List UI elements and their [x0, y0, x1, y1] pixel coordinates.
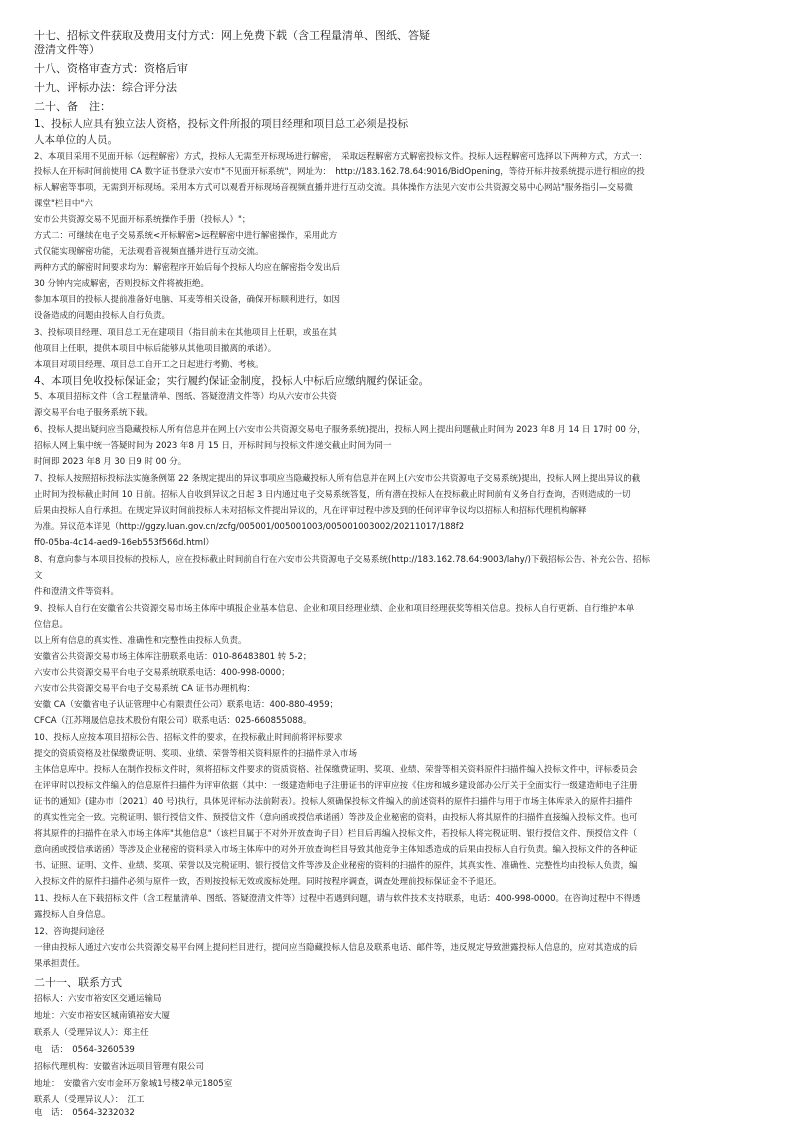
agency-address: 地址： 安徽省六安市金环万象城1号楼2单元1805室 — [34, 1079, 233, 1089]
note-2-line-6: 方式二：可继续在电子交易系统<开标解密>远程解密中进行解密操作，采用此方 — [34, 231, 338, 241]
note-1-line-2: 人本单位的人员。 — [34, 134, 118, 146]
note-8-line-1: 8、有意向参与本项目投标的投标人，应在投标截止时间前自行在六安市公共资源电子交易系统(http://183.162.78.64:9003/lahy/)下载招标公告、补充公告、招标 — [34, 555, 650, 565]
note-10-line-1: 10、投标人应按本项目招标公告、招标文件的要求，在投标截止时间前将评标要求 — [34, 733, 343, 743]
note-2-line-8: 两种方式的解密时间要求均为：解密程序开始后每个投标人均应在解密指令发出后 — [34, 263, 341, 273]
note-5-line-2: 源交易平台电子服务系统下载。 — [34, 408, 154, 418]
note-8-line-2: 文 — [34, 571, 43, 581]
note-4: 4、本项目免收投标保证金；实行履约保证金制度，投标人中标后应缴纳履约保证金。 — [34, 375, 430, 387]
note-9-line-1: 9、投标人自行在安徽省公共资源交易市场主体库中填报企业基本信息、企业和项目经理业绩、企业和项目经理获奖等相关信息。投标人自行更新、自行维护本单 — [34, 604, 635, 614]
note-2-line-7: 式仅能实现解密功能，无法观看音视频直播并进行互动交流。 — [34, 247, 264, 257]
note-11-line-1: 11、投标人在下载招标文件（含工程量清单、图纸、答疑澄清文件等）过程中若遇到问题，请与软件技术支持联系，电话：400-998-0000。在咨询过程中不得透 — [34, 894, 641, 904]
note-6-line-3: 时间即 2023 年8 月 30 日9 时 00 分。 — [34, 457, 187, 467]
note-9-line-4: 安徽省公共资源交易市场主体库注册联系电话：010-86483801 转 5-2； — [34, 652, 312, 662]
note-9-line-3: 以上所有信息的真实性、准确性和完整性由投标人负责。 — [34, 636, 247, 646]
note-12-line-1: 一律由投标人通过六安市公共资源交易平台网上提问栏目进行，提问应当隐藏投标人信息及联系电话、邮件等，违反规定导致泄露投标人信息的，应对其造成的后 — [34, 943, 638, 953]
note-10-line-10: 入投标文件的原件扫描件必须与原件一致，否则按投标无效或废标处理。同时按程序调查，调查处理前投标保证金不予退还。 — [34, 877, 502, 887]
note-9-line-5: 六安市公共资源交易平台电子交易系统联系电话：400-998-0000； — [34, 668, 290, 678]
note-2-line-1: 2、本项目采用不见面开标（远程解密）方式，投标人无需至开标现场进行解密， 采取远程解密方式解密投标文件。投标人远程解密可选择以下两种方式，方式一： — [34, 152, 648, 162]
section-17-heading: 十七、招标文件获取及费用支付方式：网上免费下载（含工程量清单、图纸、答疑 — [34, 29, 430, 42]
section-20-heading: 二十、备 注： — [34, 100, 111, 113]
tenderer-contact: 联系人（受理异议人）：郑主任 — [34, 1028, 149, 1038]
note-12-heading: 12、咨询提问途径 — [34, 927, 105, 937]
section-18-heading: 十八、资格审查方式：资格后审 — [34, 62, 188, 75]
note-10-line-7: 将其原件的扫描件在录入市场主体库"其他信息"（该栏目属于不对外开放查询子目）栏目后再编入投标文件，若投标人将完税证明、银行授信文件、预授信文件（ — [34, 829, 637, 839]
note-7-line-5: ff0-05ba-4c14-aed9-16eb553f566d.html） — [34, 538, 214, 548]
note-10-line-5: 证书的通知》(建办市〔2021〕40 号)执行，具体见评标办法前附表）。投标人须确保投标文件编入的前述资料的原件扫描件与用于市场主体库录入的原件扫描件 — [34, 797, 633, 807]
note-3-line-3: 本项目对项目经理、项目总工自开工之日起进行考勤、考核。 — [34, 360, 264, 370]
tenderer-address: 地址：六安市裕安区城南镇裕安大厦 — [34, 1011, 171, 1021]
note-3-line-2: 他项目上任职，提供本项目中标后能够从其他项目撤离的承诺）。 — [34, 344, 277, 354]
note-7-line-4: 为准。异议范本详见（http://ggzy.luan.gov.cn/zcfg/005001/005001003/005001003002/20211017/188f2 — [34, 522, 465, 532]
note-9-line-8: CFCA（江苏翔晟信息技术股份有限公司）联系电话：025-660855088。 — [34, 716, 312, 726]
tenderer-name: 招标人：六安市裕安区交通运输局 — [34, 994, 162, 1004]
note-2-line-2: 投标人在开标时间前使用 CA 数字证书登录六安市"不见面开标系统"，网址为： http://183.162.78.64:9016/BidOpening，等待开标并按系统提示进行相应的投 — [34, 167, 645, 177]
note-3-line-1: 3、投标项目经理、项目总工无在建项目（指目前未在其他项目上任职，或虽在其 — [34, 328, 337, 338]
note-12-line-2: 果承担责任。 — [34, 959, 86, 969]
tenderer-phone: 电 话： 0564-3260539 — [34, 1045, 135, 1055]
section-17-continued: 澄清文件等） — [34, 43, 100, 56]
note-10-line-9: 书、证照、证明、文件、业绩、奖项、荣誉以及完税证明、银行授信文件等涉及企业秘密的资料的扫描件的原件，其真实性、准确性、完整性均由投标人负责，编 — [34, 861, 638, 871]
note-7-line-3: 后果由投标人自行承担。在规定异议时间前投标人未对招标文件提出异议的，凡在评审过程中涉及到的任何评审争议均以招标人和招标代理机构解释 — [34, 506, 587, 516]
agency-phone: 电 话： 0564-3232032 — [34, 1108, 135, 1118]
note-7-line-1: 7、投标人按照招标投标法实施条例第 22 条规定提出的异议事项应当隐藏投标人所有信息并在网上(六安市公共资源电子交易系统)提出，投标人网上提出异议的截 — [34, 474, 641, 484]
note-2-line-9: 30 分钟内完成解密，否则投标文件将被拒绝。 — [34, 279, 210, 289]
note-2-line-5: 安市公共资源交易不见面开标系统操作手册（投标人）"； — [34, 215, 251, 225]
note-6-line-1: 6、投标人提出疑问应当隐藏投标人所有信息并在网上(六安市公共资源交易电子服务系统)提出，投标人网上提出问题截止时间为 2023 年8 月 14 日 17时 00 分， — [34, 425, 646, 435]
section-21-heading: 二十一、联系方式 — [34, 976, 122, 989]
section-19-heading: 十九、评标办法：综合评分法 — [34, 81, 177, 94]
note-10-line-2: 提交的资质资格及社保缴费证明、奖项、业绩、荣誉等相关资料原件的扫描件录入市场 — [34, 749, 358, 759]
note-7-line-2: 止时间为投标截止时间 10 日前。招标人自收到异议之日起 3 日内通过电子交易系统答复，所有潜在投标人在投标截止时间前有义务自行查询，否则造成的一切 — [34, 490, 631, 500]
agency-contact: 联系人（受理异议人）： 江工 — [34, 1095, 145, 1105]
note-10-line-6: 的真实性完全一致。完税证明、银行授信文件、预授信文件（意向函或授信承诺函）等涉及企业秘密的资料，由投标人将其原件的扫描件直接编入投标文件。也可 — [34, 813, 638, 823]
note-2-line-3: 标人解密等事项，无需到开标现场。采用本方式可以观看开标现场音视频直播并进行互动交流。具体操作方法见六安市公共资源交易中心网站"服务指引—交易微 — [34, 183, 633, 193]
note-2-line-4: 课堂"栏目中"六 — [34, 199, 93, 209]
note-9-line-7: 安徽 CA（安徽省电子认证管理中心有限责任公司）联系电话：400-880-4959； — [34, 700, 339, 710]
note-6-line-2: 招标人网上集中统一答疑时间为 2023 年8 月 15 日，开标时间与投标文件递交截止时间为同一 — [34, 441, 392, 451]
note-10-line-8: 意向函或授信承诺函）等涉及企业秘密的资料录入市场主体库中的对外开放查询栏目导致其他竞争主体知悉造成的后果由投标人自行负责。编入投标文件的各种证 — [34, 845, 638, 855]
note-2-line-10: 参加本项目的投标人提前准备好电脑、耳麦等相关设备，确保开标顺利进行，如因 — [34, 295, 341, 305]
note-9-line-6: 六安市公共资源交易平台电子交易系统 CA 证书办理机构： — [34, 684, 256, 694]
note-10-line-3: 主体信息库中。投标人在制作投标文件时，须将招标文件要求的资质资格、社保缴费证明、奖项、业绩、荣誉等相关资料原件扫描件编入投标文件中，评标委员会 — [34, 765, 638, 775]
agency-name: 招标代理机构：安徽省沐远项目管理有限公司 — [34, 1062, 205, 1072]
note-8-line-3: 件和澄清文件等资料。 — [34, 587, 120, 597]
note-10-line-4: 在评审时以投标文件编入的信息原件扫描件为评审依据（其中：一级建造师电子注册证书的评审应按《住房和城乡建设部办公厅关于全面实行一级建造师电子注册 — [34, 781, 638, 791]
note-2-line-11: 设备造成的问题由投标人自行负责。 — [34, 311, 171, 321]
note-1-line-1: 1、投标人应具有独立法人资格，投标文件所报的项目经理和项目总工必须是投标 — [34, 118, 409, 130]
note-5-line-1: 5、本项目招标文件（含工程量清单、图纸、答疑澄清文件等）均从六安市公共资 — [34, 392, 337, 402]
note-9-line-2: 位信息。 — [34, 620, 69, 630]
note-11-line-2: 露投标人自身信息。 — [34, 910, 111, 920]
